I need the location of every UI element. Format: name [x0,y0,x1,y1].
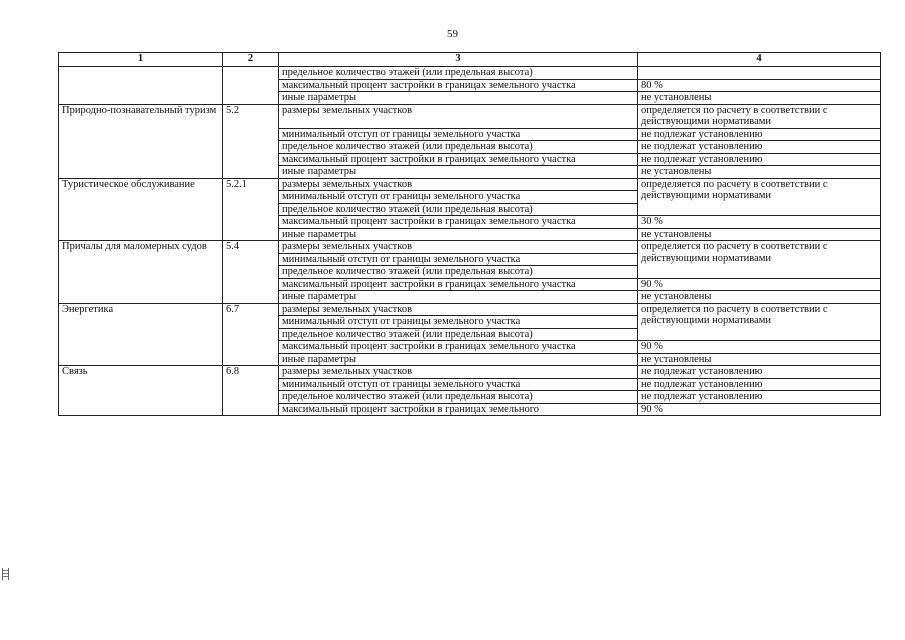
value-cell: определяется по расчету в соответствии с действующими нормативами [638,303,881,341]
group-name-cell: Связь [59,366,223,416]
value-cell: не подлежат установлению [638,378,881,391]
param-cell: максимальный процент застройки в границах земельного [279,403,638,416]
param-cell: размеры земельных участков [279,178,638,191]
column-header-1: 1 [59,53,223,67]
param-cell: размеры земельных участков [279,303,638,316]
param-cell: иные параметры [279,166,638,179]
param-cell: предельное количество этажей (или предельная высота) [279,328,638,341]
value-cell: не установлены [638,92,881,105]
param-cell: максимальный процент застройки в границах земельного участка [279,216,638,229]
table-row [59,178,881,191]
param-cell: размеры земельных участков [279,104,638,128]
param-cell: предельное количество этажей (или предельная высота) [279,391,638,404]
param-cell: минимальный отступ от границы земельного участка [279,378,638,391]
param-cell: минимальный отступ от границы земельного участка [279,316,638,329]
value-cell: не подлежат установлению [638,141,881,154]
value-cell: не установлены [638,228,881,241]
param-cell: минимальный отступ от границы земельного участка [279,253,638,266]
value-cell: не подлежат установлению [638,366,881,379]
param-cell: иные параметры [279,92,638,105]
value-cell: 30 % [638,216,881,229]
group-name-cell: Причалы для маломерных судов [59,241,223,304]
value-cell: не подлежат установлению [638,128,881,141]
group-name-cell: Энергетика [59,303,223,366]
value-cell: не установлены [638,291,881,304]
value-cell: 90 % [638,403,881,416]
value-cell: не установлены [638,166,881,179]
column-header-3: 3 [279,53,638,67]
param-cell: предельное количество этажей (или предельная высота) [279,203,638,216]
group-code-cell: 5.2.1 [223,178,279,241]
param-cell: минимальный отступ от границы земельного участка [279,128,638,141]
param-cell: максимальный процент застройки в границах земельного участка [279,153,638,166]
value-cell: определяется по расчету в соответствии с действующими нормативами [638,104,881,128]
value-cell: не подлежат установлению [638,391,881,404]
param-cell: максимальный процент застройки в границах земельного участка [279,278,638,291]
table-row [59,241,881,254]
param-cell: предельное количество этажей (или предельная высота) [279,141,638,154]
table-row [59,303,881,316]
value-cell: 80 % [638,79,881,92]
param-cell: максимальный процент застройки в границах земельного участка [279,79,638,92]
value-cell: не установлены [638,353,881,366]
param-cell: иные параметры [279,228,638,241]
param-cell: размеры земельных участков [279,366,638,379]
scan-artifact-mark [2,568,9,580]
value-cell: определяется по расчету в соответствии с действующими нормативами [638,178,881,216]
group-code-cell: 6.8 [223,366,279,416]
table-header-row [59,53,881,67]
parameters-table [58,52,881,416]
table-row [59,67,881,80]
group-name-cell: Природно-познавательный туризм [59,104,223,178]
group-name-cell [59,67,223,105]
page-number: 59 [447,28,458,40]
param-cell: иные параметры [279,353,638,366]
param-cell: максимальный процент застройки в границах земельного участка [279,341,638,354]
table-row [59,366,881,379]
group-code-cell [223,67,279,105]
group-code-cell: 5.2 [223,104,279,178]
column-header-2: 2 [223,53,279,67]
group-code-cell: 5.4 [223,241,279,304]
param-cell: иные параметры [279,291,638,304]
value-cell: не подлежат установлению [638,153,881,166]
param-cell: размеры земельных участков [279,241,638,254]
value-cell [638,67,881,80]
param-cell: предельное количество этажей (или предельная высота) [279,266,638,279]
value-cell: 90 % [638,278,881,291]
group-code-cell: 6.7 [223,303,279,366]
param-cell: минимальный отступ от границы земельного участка [279,191,638,204]
group-name-cell: Туристическое обслуживание [59,178,223,241]
column-header-4: 4 [638,53,881,67]
value-cell: определяется по расчету в соответствии с действующими нормативами [638,241,881,279]
table-row [59,104,881,128]
param-cell: предельное количество этажей (или предельная высота) [279,67,638,80]
value-cell: 90 % [638,341,881,354]
